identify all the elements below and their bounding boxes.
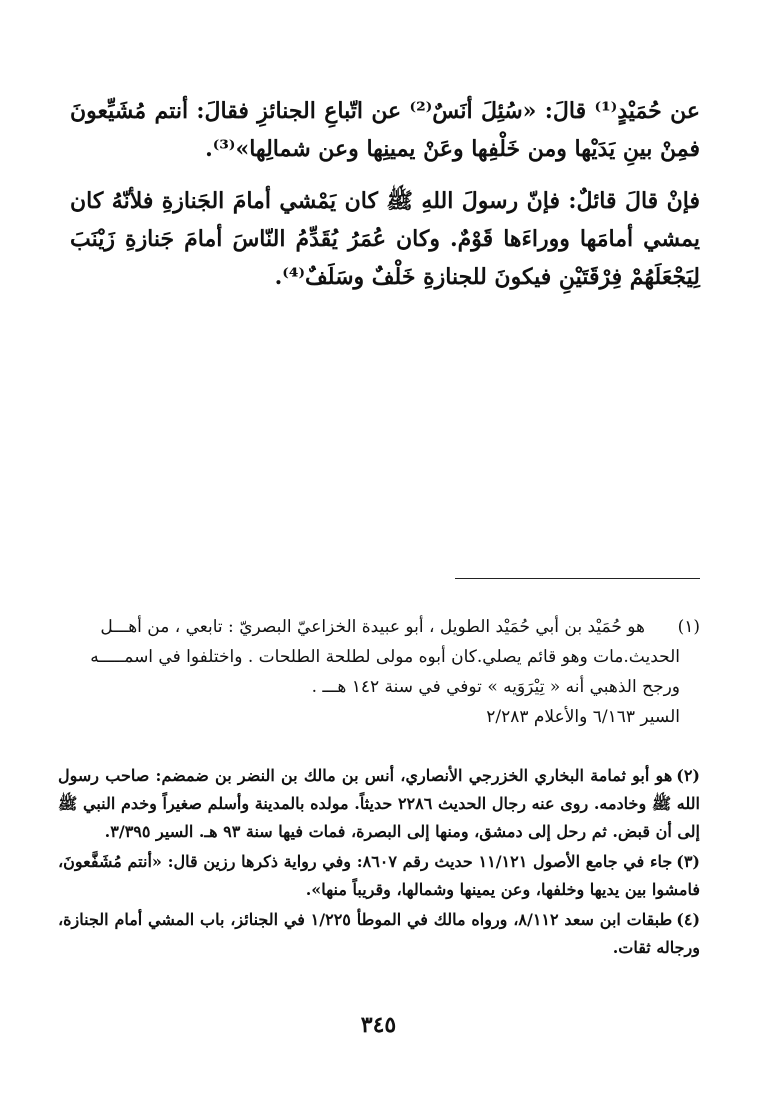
main-text (70, 92, 700, 296)
footnote-1-text: هو حُمَيْد بن أبي حُمَيْد الطويل ، أبو عبيدة الخزاعيّ البصريّ : تابعي ، من أهـــل (100, 617, 645, 637)
page-number: ٣٤٥ (360, 1012, 397, 1038)
footnote-2-number: (٢) (676, 766, 700, 785)
footnote-1-number: (١) (677, 617, 700, 637)
footnote-4-text: طبقات ابن سعد ٨/١١٢، ورواه مالك في الموطأ ١/٢٢٥ في الجنائز، باب المشي أمام الجنازة، ورجاله ثقات. (58, 910, 700, 957)
footnote-2 (58, 762, 700, 846)
footnote-1-line (55, 612, 700, 642)
footnote-3-number: (٣) (676, 852, 700, 871)
footnote-3 (58, 848, 700, 904)
footnote-1-line: ورجح الذهبي أنه « تِيْرَوَيه » توفي في سنة ١٤٢ هـــ . (311, 677, 680, 697)
main-paragraph-1: عن حُمَيْدٍ⁽¹⁾ قالَ: «سُئِلَ أنَسٌ⁽²⁾ عن اتّباعِ الجنائزِ فقالَ: أنتم مُشَيِّعونَ فمِنْ بينِ يَدَيْها ومن خَلْفِها وعَنْ يمينِها وعن شمالِها»⁽³⁾. (70, 98, 701, 162)
footnote-1 (55, 612, 700, 732)
footnotes-list (58, 762, 700, 964)
main-paragraph-2: فإنْ قالَ قائلٌ: فإنّ رسولَ اللهِ ﷺ كان يَمْشي أمامَ الجَنازةِ فلأنّهُ كان يمشي أمامَها ووراءَها قَوْمٌ. وكان عُمَرُ يُقَدِّمُ النّاسَ أمامَ جَنازةِ زَيْنَبَ لِيَجْعَلَهُمْ فِرْقَتَيْنِ فيكونَ للجنازةِ خَلْفٌ وسَلَفٌ⁽⁴⁾. (70, 188, 700, 290)
footnote-4 (58, 906, 700, 962)
footnote-4-number: (٤) (676, 910, 701, 929)
footnote-separator (455, 578, 700, 579)
footnote-1-line: السير ٦/١٦٣ والأعلام ٢/٢٨٣ (486, 707, 680, 727)
footnote-1-line: الحديث.مات وهو قائم يصلي.كان أبوه مولى لطلحة الطلحات . واختلفوا في اسمـــــه (90, 647, 680, 667)
footnote-3-text: جاء في جامع الأصول ١١/١٢١ حديث رقم ٨٦٠٧: وفي رواية ذكرها رزين قال: «أنتم مُشَفَّعونَ، فامشوا بين يديها وخلفها، وعن يمينها وشمالها، وقريباً منها». (58, 852, 700, 899)
footnote-2-text: هو أبو ثمامة البخاري الخزرجي الأنصاري، أنس بن مالك بن النضر بن ضمضم: صاحب رسول الله ﷺ وخادمه. روى عنه رجال الحديث ٢٢٨٦ حديثاً. مولده بالمدينة وأسلم صغيراً وخدم النبي ﷺ إلى أن قبض. ثم رحل إلى دمشق، ومنها إلى البصرة، فمات فيها سنة ٩٣ هـ. السير ٣/٣٩٥. (58, 766, 700, 841)
